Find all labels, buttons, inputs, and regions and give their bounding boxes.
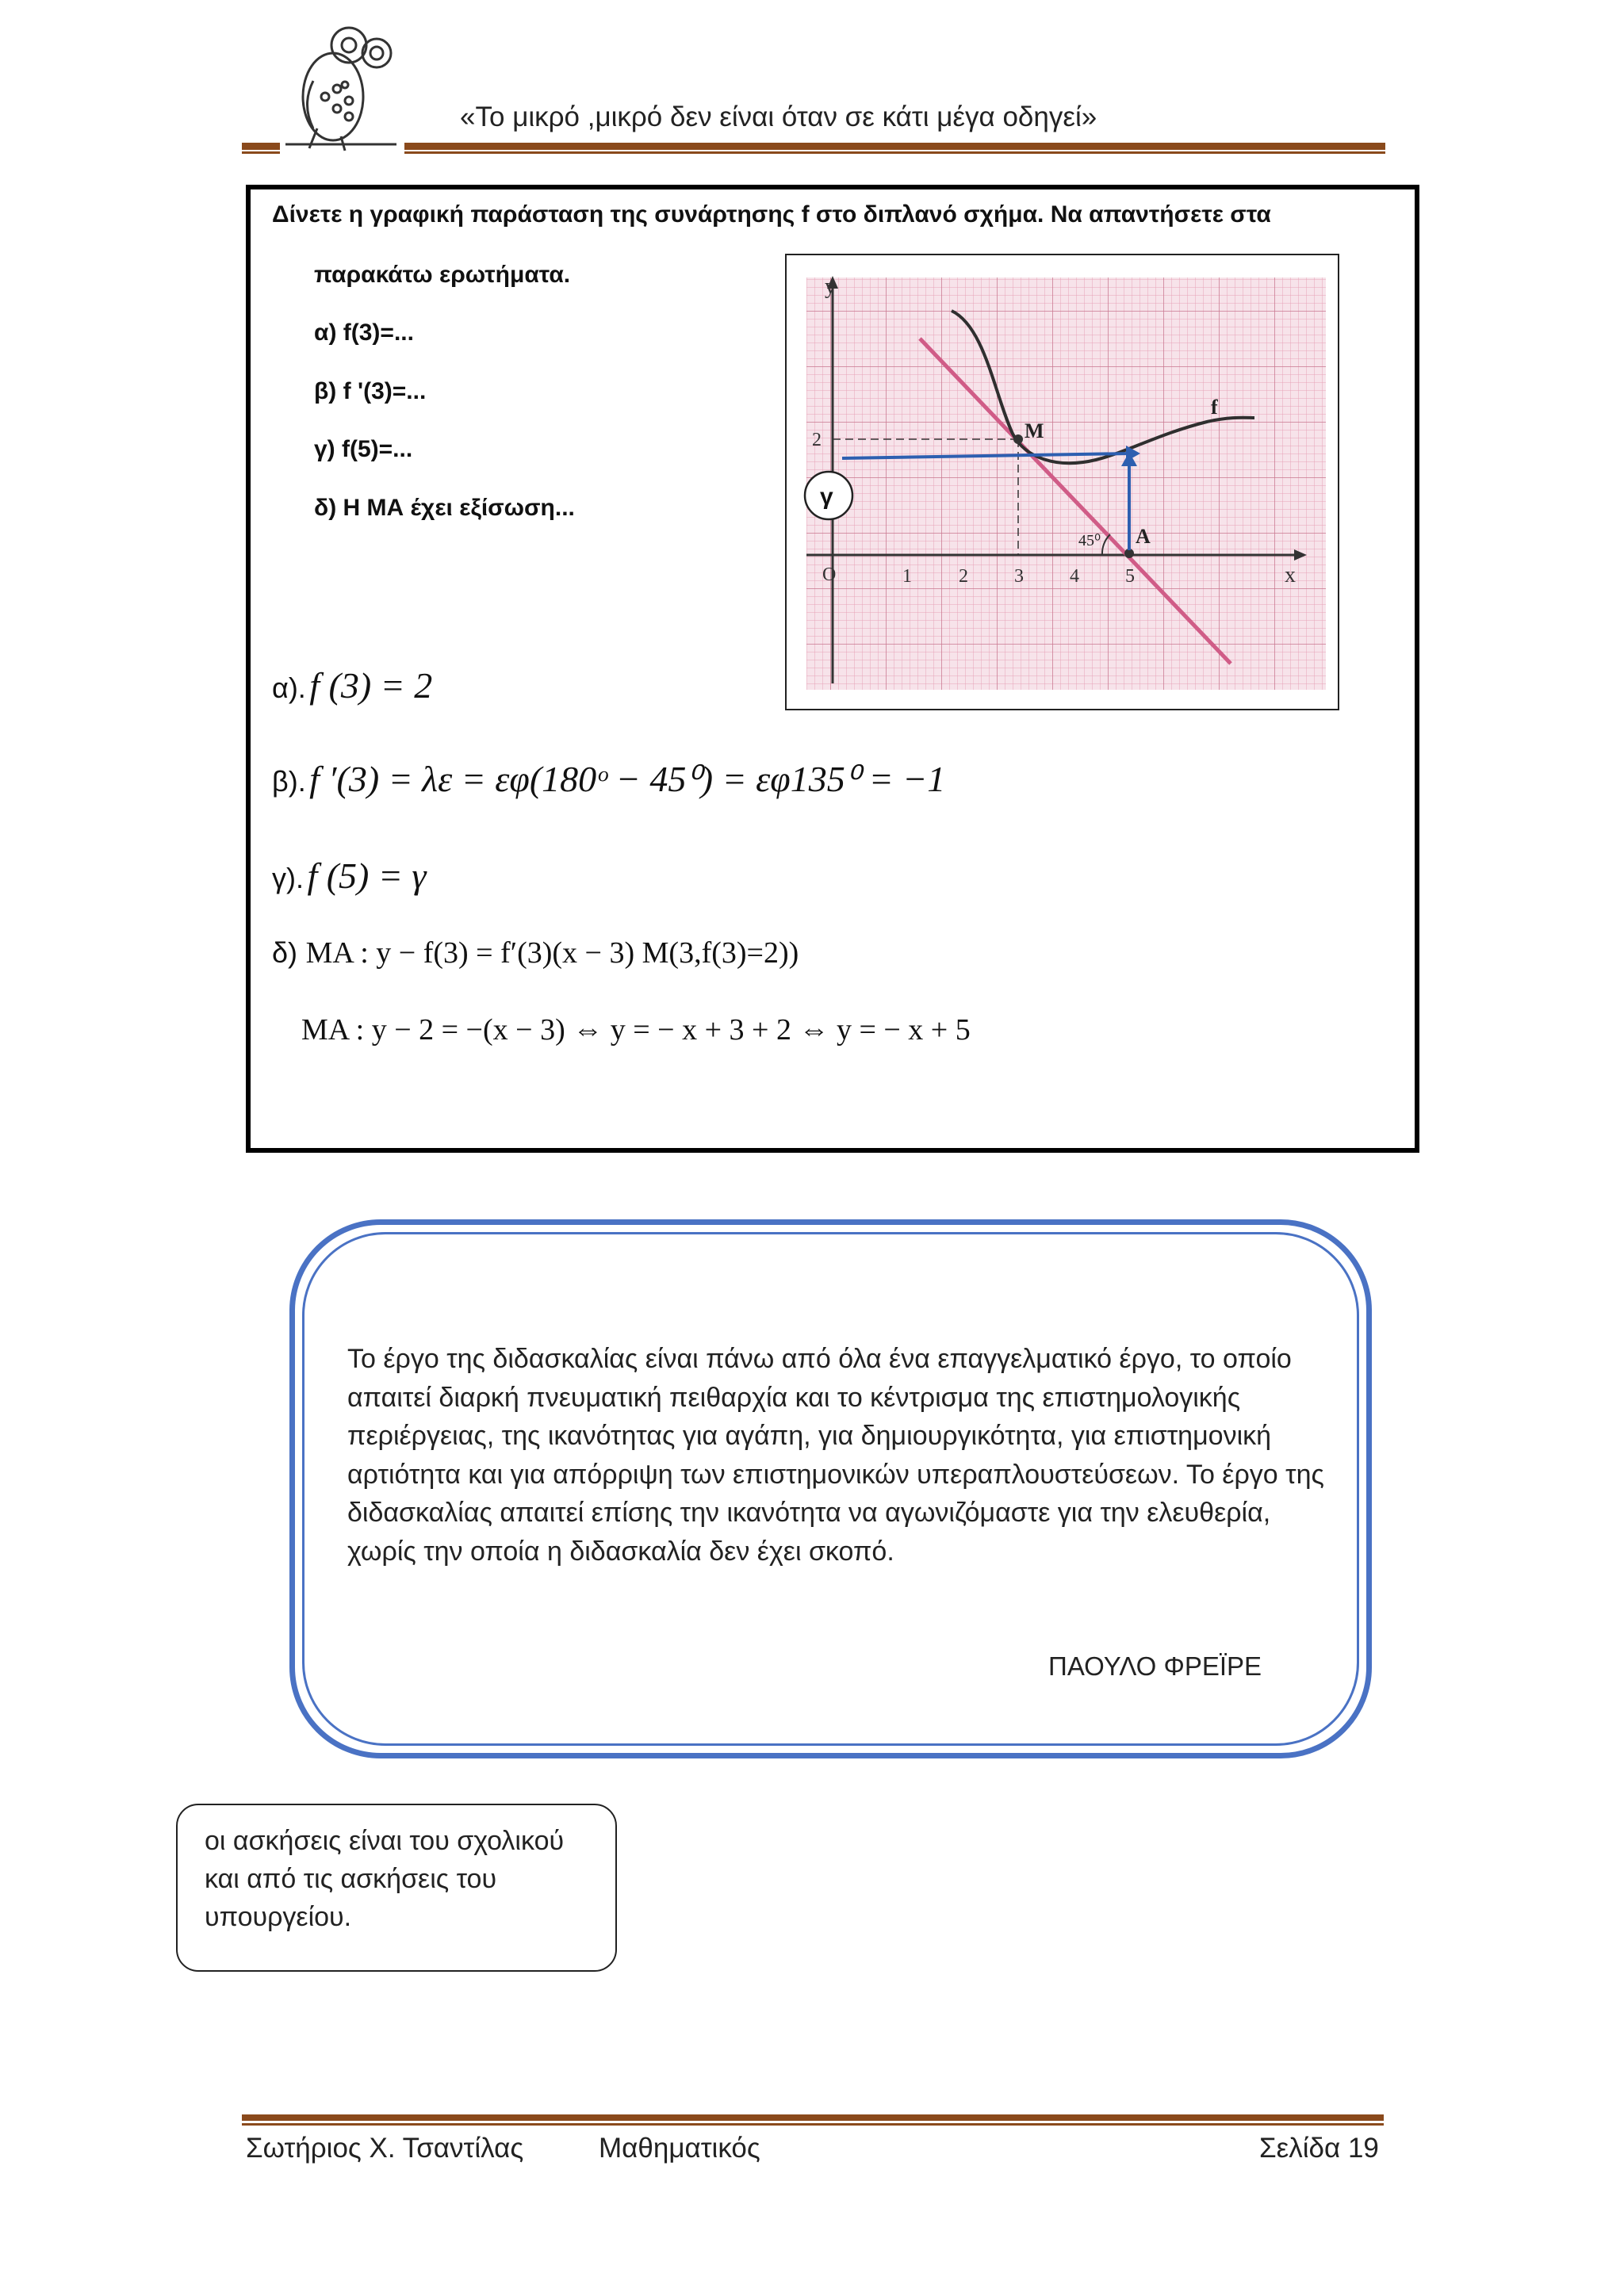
point-m-marker [1013,434,1023,444]
answer-d-math: MA : y − f(3) = f′(3)(x − 3) M(3,f(3)=2)) [305,936,799,970]
angle-label: 45⁰ [1078,532,1101,549]
x-axis-label: x [1285,563,1296,587]
answer-a-label: α). [272,672,306,704]
answer-c-label: γ). [272,862,304,894]
question-c: γ) f(5)=... [314,436,413,462]
answer-b [272,757,945,800]
answer-a-math: f (3) = 2 [309,665,433,706]
origin-label: O [822,564,837,585]
question-d: δ) Η ΜΑ έχει εξίσωση... [314,495,575,521]
x-tick-3: 3 [1014,566,1024,587]
header-rule [404,143,1385,150]
answer-c [272,855,427,897]
header-rule-thin [404,151,1385,154]
footer-rule [242,2114,1384,2121]
gamma-label: γ [820,484,833,510]
header-motto: «Το μικρό ,μικρό δεν είναι όταν σε κάτι μέγα οδηγεί» [460,101,1097,132]
footer-role: Μαθηματικός [599,2133,760,2164]
answer-d-label: δ) [272,936,298,969]
answer-c-math: f (5) = γ [307,855,427,896]
y-axis-label: y [825,274,836,299]
y-tick-2: 2 [812,430,822,450]
answer-b-label: β). [272,765,306,798]
quote-text: Το έργο της διδασκαλίας είναι πάνω από όλα ένα επαγγελματικό έργο, το οποίο απαιτεί διαρκή πνευματική πειθαρχία και το κέντρισμα της επιστημολογικής περιέργειας, της ικανότητας για αγάπη, για δημιουργικότητα, για επιστημονική αρτιότητα και για απόρριψη των επιστημονικών υπεραπλουστεύσεων. Το έργο της διδασκαλίας απαιτεί επίσης την ικανότητα να αγωνιζόμαστε για την ελευθερία, χωρίς την οποία η διδασκαλία δεν έχει σκοπό. [347,1344,1324,1567]
question-a: α) f(3)=... [314,320,414,346]
answer-d [272,936,799,970]
owl-logo-icon [270,10,412,152]
answer-b-math: f ′(3) = λε = εφ(180ᵒ − 45⁰) = εφ135⁰ = −1 [309,759,946,799]
function-graph-svg [787,255,1338,709]
point-a-label: A [1136,525,1151,548]
note-text: οι ασκήσεις είναι του σχολικού και από τις ασκήσεις του υπουργείου. [205,1826,565,1932]
footer-author: Σωτήριος Χ. Τσαντίλας [246,2133,524,2164]
header-rule-left-thin [242,151,280,154]
x-tick-2: 2 [959,566,968,587]
x-tick-5: 5 [1125,566,1135,587]
header-rule-left [242,143,280,150]
footer-rule-thin [242,2123,1384,2126]
answer-d-line2: MA : y − 2 = −(x − 3) ⇔ y = − x + 3 + 2 ⇔ y = − x + 5 [301,1013,971,1047]
exercise-intro-continued: παρακάτω ερωτήματα. [314,262,571,288]
footer-page-number: Σελίδα 19 [1259,2133,1379,2164]
function-graph [785,254,1339,710]
grid-lines [806,277,1326,690]
exercise-intro: Δίνετε η γραφική παράσταση της συνάρτησης f στο διπλανό σχήμα. Να απαντήσετε στα [272,201,1271,228]
x-tick-1: 1 [902,566,912,587]
point-m-label: M [1025,419,1044,442]
quote-author: ΠΑΟΥΛΟ ΦΡΕΪΡΕ [1048,1651,1262,1681]
answer-a [272,664,432,706]
question-b: β) f '(3)=... [314,378,427,404]
x-tick-4: 4 [1070,566,1079,587]
curve-label: f [1211,396,1218,419]
